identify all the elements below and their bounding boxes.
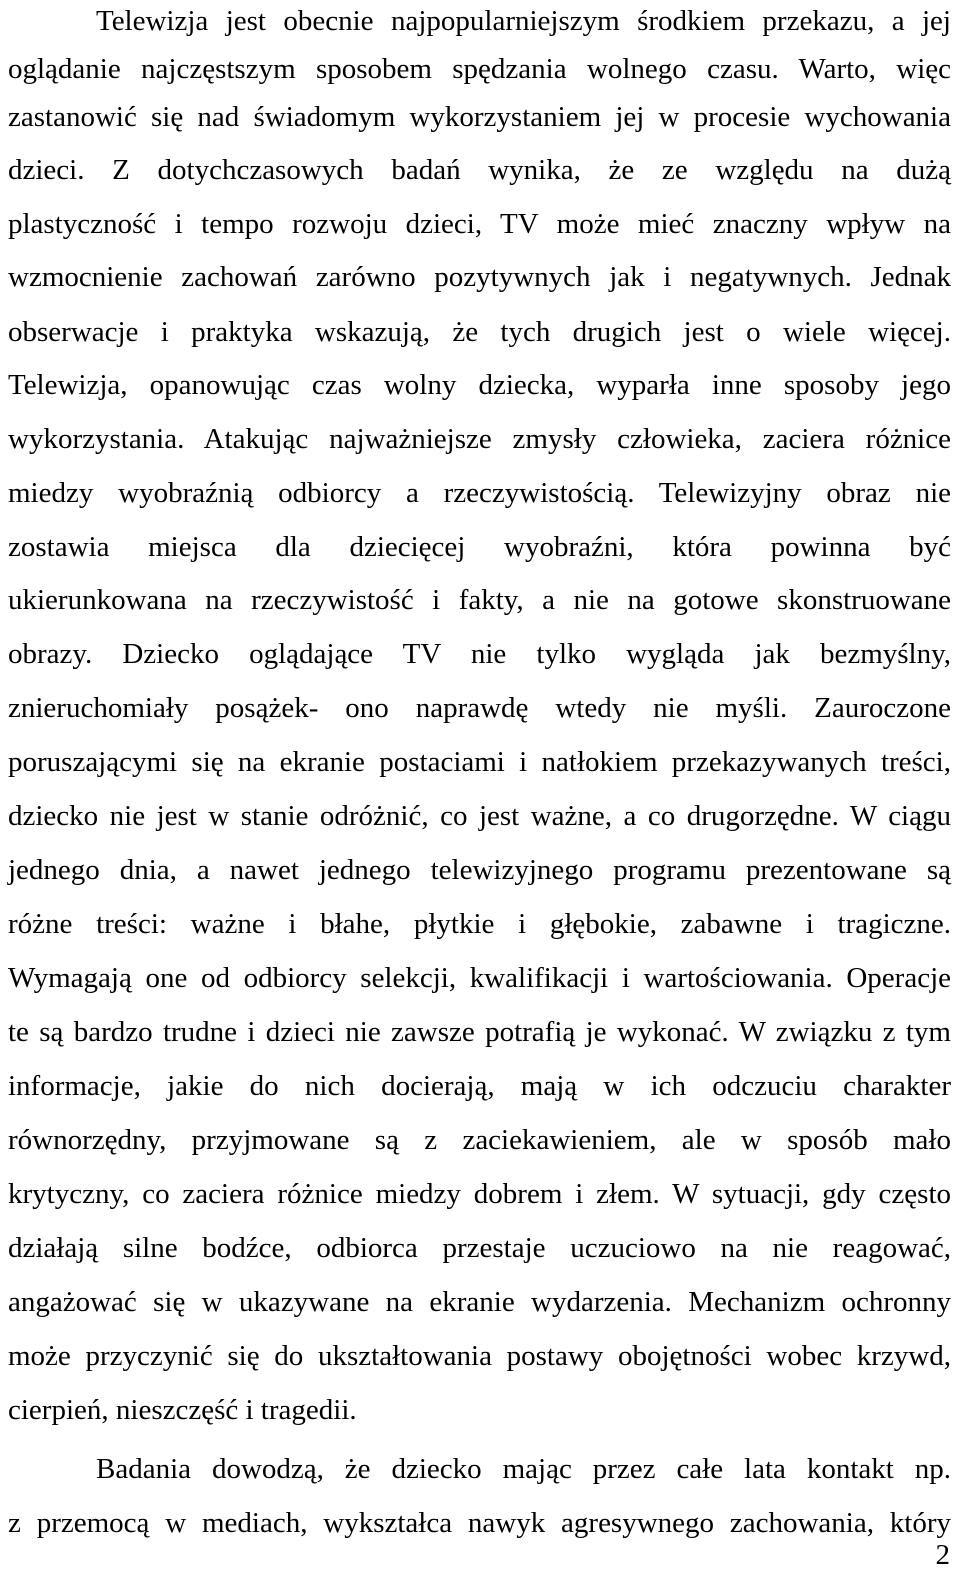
text-line: znieruchomiały posążek- ono naprawdę wtedy nie myśli. Zauroczone xyxy=(8,692,951,724)
text-line: krytyczny, co zaciera różnice miedzy dobrem i złem. W sytuacji, gdy często xyxy=(8,1178,951,1210)
text-line: cierpień, nieszczęść i tragedii. xyxy=(8,1394,357,1426)
text-line: oglądanie najczęstszym sposobem spędzania wolnego czasu. Warto, więc xyxy=(8,53,951,85)
text-line: dziecko nie jest w stanie odróżnić, co jest ważne, a co drugorzędne. W ciągu xyxy=(8,800,951,832)
text-line: dzieci. Z dotychczasowych badań wynika, że ze względu na dużą xyxy=(8,154,951,186)
text-line: jednego dnia, a nawet jednego telewizyjnego programu prezentowane są xyxy=(8,854,951,886)
text-line: zastanowić się nad świadomym wykorzystaniem jej w procesie wychowania xyxy=(8,101,951,133)
text-line: z przemocą w mediach, wykształca nawyk agresywnego zachowania, który xyxy=(8,1507,951,1539)
text-line: plastyczność i tempo rozwoju dzieci, TV może mieć znaczny wpływ na xyxy=(8,208,951,240)
text-line: Telewizja jest obecnie najpopularniejszym środkiem przekazu, a jej xyxy=(96,5,951,37)
text-line: różne treści: ważne i błahe, płytkie i głębokie, zabawne i tragiczne. xyxy=(8,908,951,940)
text-line: poruszającymi się na ekranie postaciami i natłokiem przekazywanych treści, xyxy=(8,746,951,778)
text-line: obserwacje i praktyka wskazują, że tych drugich jest o wiele więcej. xyxy=(8,316,951,348)
text-line: równorzędny, przyjmowane są z zaciekawieniem, ale w sposób mało xyxy=(8,1124,951,1156)
page-number: 2 xyxy=(935,1539,950,1571)
text-line: zostawia miejsca dla dziecięcej wyobraźni, która powinna być xyxy=(8,531,951,563)
text-line: działają silne bodźce, odbiorca przestaje uczuciowo na nie reagować, xyxy=(8,1232,951,1264)
text-line: miedzy wyobraźnią odbiorcy a rzeczywistością. Telewizyjny obraz nie xyxy=(8,477,951,509)
text-line: wykorzystania. Atakując najważniejsze zmysły człowieka, zaciera różnice xyxy=(8,423,951,455)
text-line: angażować się w ukazywane na ekranie wydarzenia. Mechanizm ochronny xyxy=(8,1286,951,1318)
text-line: może przyczynić się do ukształtowania postawy obojętności wobec krzywd, xyxy=(8,1340,951,1372)
text-line: informacje, jakie do nich docierają, mają w ich odczuciu charakter xyxy=(8,1070,951,1102)
text-line: Badania dowodzą, że dziecko mając przez całe lata kontakt np. xyxy=(96,1453,951,1485)
text-line: obrazy. Dziecko oglądające TV nie tylko wygląda jak bezmyślny, xyxy=(8,638,951,670)
text-line: wzmocnienie zachowań zarówno pozytywnych jak i negatywnych. Jednak xyxy=(8,261,951,293)
text-line: Telewizja, opanowując czas wolny dziecka, wyparła inne sposoby jego xyxy=(8,369,951,401)
text-line: Wymagają one od odbiorcy selekcji, kwalifikacji i wartościowania. Operacje xyxy=(8,962,951,994)
text-line: te są bardzo trudne i dzieci nie zawsze potrafią je wykonać. W związku z tym xyxy=(8,1016,951,1048)
text-line: ukierunkowana na rzeczywistość i fakty, a nie na gotowe skonstruowane xyxy=(8,584,951,616)
